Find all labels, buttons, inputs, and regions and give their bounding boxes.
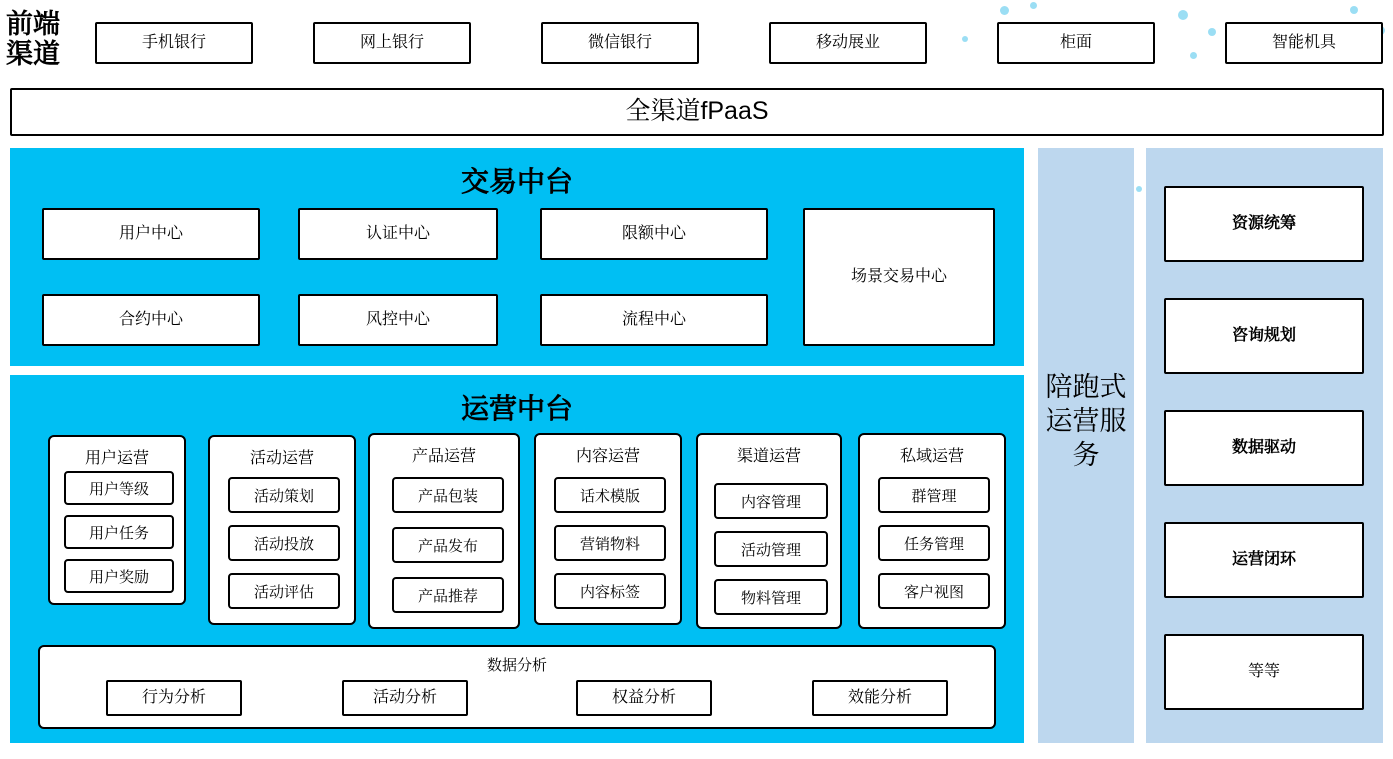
trade-risk-center[interactable]: 风控中心 <box>298 294 498 346</box>
data-analysis-title: 数据分析 <box>486 657 547 674</box>
front-end-channel-label-line1: 前端 <box>6 9 60 39</box>
trade-contract-center[interactable]: 合约中心 <box>42 294 260 346</box>
operation-campaign-planning[interactable]: 活动策划 <box>228 477 340 513</box>
operation-center-title: 运营中台 <box>460 394 573 425</box>
operation-user-reward[interactable]: 用户奖励 <box>64 559 174 593</box>
operation-group-user <box>48 435 186 605</box>
omni-channel-fpaas-bar: 全渠道fPaaS <box>10 88 1384 136</box>
operation-group-channel-title: 渠道运营 <box>736 448 801 465</box>
capability-data-driven[interactable]: 数据驱动 <box>1164 410 1364 486</box>
capability-operation-loop[interactable]: 运营闭环 <box>1164 522 1364 598</box>
service-capability-column <box>1146 148 1383 743</box>
operation-user-task[interactable]: 用户任务 <box>64 515 174 549</box>
operation-channel-material-mgmt[interactable]: 物料管理 <box>714 579 828 615</box>
front-end-channel-label-line2: 渠道 <box>6 39 60 69</box>
data-analysis-campaign[interactable]: 活动分析 <box>342 680 468 716</box>
decorative-dot <box>1136 186 1142 192</box>
trade-center-panel <box>10 148 1024 366</box>
operation-content-tag[interactable]: 内容标签 <box>554 573 666 609</box>
operation-group-private-domain-title: 私域运营 <box>899 448 964 465</box>
channel-online-banking[interactable]: 网上银行 <box>313 22 471 64</box>
channel-mobile-business[interactable]: 移动展业 <box>769 22 927 64</box>
operation-campaign-evaluation[interactable]: 活动评估 <box>228 573 340 609</box>
operation-private-group-mgmt[interactable]: 群管理 <box>878 477 990 513</box>
capability-resource-coordination[interactable]: 资源统筹 <box>1164 186 1364 262</box>
operation-channel-content-mgmt[interactable]: 内容管理 <box>714 483 828 519</box>
operation-content-script[interactable]: 话术模版 <box>554 477 666 513</box>
trade-limit-center[interactable]: 限额中心 <box>540 208 768 260</box>
data-analysis-panel <box>38 645 996 729</box>
operation-user-level[interactable]: 用户等级 <box>64 471 174 505</box>
operation-content-material[interactable]: 营销物料 <box>554 525 666 561</box>
operation-product-packaging[interactable]: 产品包装 <box>392 477 504 513</box>
operation-group-product-title: 产品运营 <box>411 448 476 465</box>
front-end-channel-row <box>0 8 1393 70</box>
trade-user-center[interactable]: 用户中心 <box>42 208 260 260</box>
data-analysis-behavior[interactable]: 行为分析 <box>106 680 242 716</box>
data-analysis-performance[interactable]: 效能分析 <box>812 680 948 716</box>
operation-channel-campaign-mgmt[interactable]: 活动管理 <box>714 531 828 567</box>
operation-group-private-domain <box>858 433 1006 629</box>
data-analysis-benefit[interactable]: 权益分析 <box>576 680 712 716</box>
trade-center-title: 交易中台 <box>460 167 573 198</box>
channel-wechat-banking[interactable]: 微信银行 <box>541 22 699 64</box>
operation-product-release[interactable]: 产品发布 <box>392 527 504 563</box>
operation-group-product <box>368 433 520 629</box>
operation-campaign-delivery[interactable]: 活动投放 <box>228 525 340 561</box>
operation-group-campaign-title: 活动运营 <box>249 450 314 467</box>
capability-etc[interactable]: 等等 <box>1164 634 1364 710</box>
operation-group-content <box>534 433 682 625</box>
trade-auth-center[interactable]: 认证中心 <box>298 208 498 260</box>
operation-group-channel <box>696 433 842 629</box>
operation-product-recommend[interactable]: 产品推荐 <box>392 577 504 613</box>
front-end-channel-label <box>6 8 84 70</box>
channel-mobile-banking[interactable]: 手机银行 <box>95 22 253 64</box>
capability-consulting-planning[interactable]: 咨询规划 <box>1164 298 1364 374</box>
operation-group-campaign <box>208 435 356 625</box>
accompany-service-label: 陪跑式运营服务 <box>1045 372 1127 470</box>
accompany-service-column <box>1038 148 1134 743</box>
operation-private-task-mgmt[interactable]: 任务管理 <box>878 525 990 561</box>
operation-private-customer-view[interactable]: 客户视图 <box>878 573 990 609</box>
operation-group-content-title: 内容运营 <box>575 448 640 465</box>
operation-group-user-title: 用户运营 <box>84 450 149 467</box>
trade-scenario-center[interactable]: 场景交易中心 <box>803 208 995 346</box>
channel-smart-machine[interactable]: 智能机具 <box>1225 22 1383 64</box>
trade-process-center[interactable]: 流程中心 <box>540 294 768 346</box>
channel-counter[interactable]: 柜面 <box>997 22 1155 64</box>
